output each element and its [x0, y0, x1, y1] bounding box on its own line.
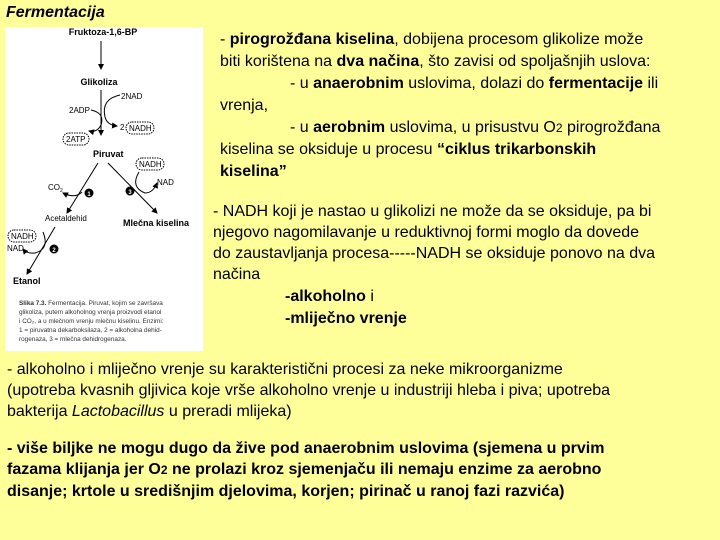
caption-line: rogenaza, 3 = mlečna dehidrogenaza.: [19, 336, 127, 343]
label-piruvat: Piruvat: [93, 149, 124, 159]
text-segment: -: [220, 31, 230, 48]
text-segment: disanje; krtole u središnjim djelovima, korjen; pirinač u ranoj fazi razvića): [7, 483, 565, 500]
svg-text:2: 2: [52, 248, 56, 254]
label-acetaldehid: Acetaldehid: [45, 214, 87, 223]
text-segment: -mliječno vrenje: [285, 310, 407, 327]
text-segment: uslovima, u prisustvu O: [385, 119, 556, 136]
label-nadh-right: NADH: [139, 160, 162, 169]
text-segment: anaerobnim: [313, 75, 404, 92]
fermentation-diagram: [5, 27, 203, 351]
caption-line: 1 = piruvatna dekarboksilaza, 2 = alkoholna dehid-: [19, 327, 162, 334]
text-line: [7, 402, 292, 422]
text-segment: -alkoholno: [285, 288, 366, 305]
text-segment: - alkoholno i mliječno vrenje su karakteristični procesi za neke mikroorganizme: [7, 361, 563, 378]
text-line: [7, 439, 604, 459]
text-segment: u preradi mlijeka): [164, 403, 292, 420]
text-line: [213, 223, 639, 243]
text-segment: pirogrožđana: [562, 119, 661, 136]
text-line: [285, 287, 374, 307]
text-segment: dva načina: [336, 53, 420, 70]
text-segment: kiselina”: [220, 163, 287, 180]
text-line: [7, 381, 610, 401]
text-line: [220, 96, 268, 116]
text-line: [220, 162, 287, 182]
caption-line: Slika 7.3. Fermentacija. Piruvat, kojim se završava: [19, 300, 163, 307]
svg-text:3: 3: [128, 190, 132, 196]
text-segment: 2: [160, 463, 168, 477]
text-segment: 2: [555, 121, 563, 135]
text-line: [220, 30, 643, 50]
caption-line: glikoliza, putem alkoholnog vrenja proizvodi etanol: [19, 309, 162, 316]
text-segment: - više biljke ne mogu dugo da žive pod anaerobnim uslovima (sjemena u prvim: [7, 440, 605, 457]
text-line: [220, 140, 596, 160]
text-line: [213, 244, 655, 264]
text-segment: (upotreba kvasnih gljivica koje vrše alkoholno vrenje u industriji hleba i piva; upotreba: [7, 382, 611, 399]
text-segment: - u: [290, 75, 314, 92]
slide-title: Fermentacija: [6, 4, 105, 21]
text-segment: fazama klijanja jer O: [7, 461, 161, 478]
text-segment: bakterija: [7, 403, 72, 420]
label-nadh-left: NADH: [11, 232, 34, 241]
svg-text:1: 1: [87, 192, 91, 198]
text-segment: kiselina se oksiduje u procesu: [220, 141, 438, 158]
text-segment: - u: [290, 119, 314, 136]
text-segment: do zaustavljanja procesa-----NADH se oksiduje ponovo na dva: [213, 245, 655, 262]
text-segment: aerobnim: [313, 119, 386, 136]
diagram-svg: [5, 27, 203, 351]
text-segment: uslovima, dolazi do: [403, 75, 549, 92]
label-mlecna-kiselina: Mlečna kiselina: [123, 218, 190, 228]
text-line: [7, 460, 601, 480]
text-segment: vrenja,: [220, 97, 269, 114]
label-etanol: Etanol: [13, 276, 41, 286]
text-line: [7, 482, 565, 502]
figure-caption: [19, 300, 164, 343]
text-segment: ili: [643, 75, 659, 92]
text-segment: načina: [213, 266, 261, 283]
text-line: [290, 118, 660, 138]
text-line: [220, 52, 650, 72]
label-co2: $CO_2$: [48, 183, 63, 194]
text-line: [290, 74, 658, 94]
arrow-line: [89, 110, 102, 131]
text-line: [213, 202, 651, 222]
text-segment: , što zavisi od spoljašnjih uslova:: [419, 53, 651, 70]
text-line: [7, 360, 563, 380]
label-2-prefix: 2: [120, 123, 125, 132]
text-segment: fermentacije: [548, 75, 644, 92]
text-segment: njegovo nagomilavanje u reduktivnoj formi moglo da dovede: [213, 224, 640, 241]
arrow-line: [104, 95, 120, 126]
text-segment: biti korištena na: [220, 53, 337, 70]
text-segment: ne prolazi kroz sjemenjaču ili nemaju enzime za aerobno: [167, 461, 602, 478]
label-fruktoza: Fruktoza-1,6-BP: [68, 27, 138, 37]
label-nad-left: NAD: [7, 244, 24, 253]
text-line: [213, 265, 260, 285]
label-2nad: 2NAD: [121, 92, 143, 101]
label-2nadh: NADH: [129, 124, 152, 133]
text-segment: pirogrožđana kiselina: [229, 31, 395, 48]
text-segment: “ciklus trikarbonskih: [437, 141, 597, 158]
label-glikoliza: Glikoliza: [80, 77, 118, 87]
text-segment: - NADH koji je nastao u glikolizi ne može da se oksiduje, pa bi: [213, 203, 652, 220]
text-line: [285, 309, 407, 329]
caption-line: i CO₂, a u mlečnom vrenju mlečnu kiselinu. Enzimi:: [19, 318, 164, 325]
arrow-line: [67, 163, 98, 213]
text-segment: Lactobacillus: [71, 403, 165, 420]
label-2atp: 2ATP: [66, 135, 86, 144]
label-2adp: 2ADP: [69, 106, 90, 115]
arrow-line: [136, 172, 157, 193]
text-segment: , dobijena procesom glikolize može: [394, 31, 644, 48]
label-nad-right: NAD: [157, 178, 174, 187]
text-segment: i: [365, 288, 374, 305]
